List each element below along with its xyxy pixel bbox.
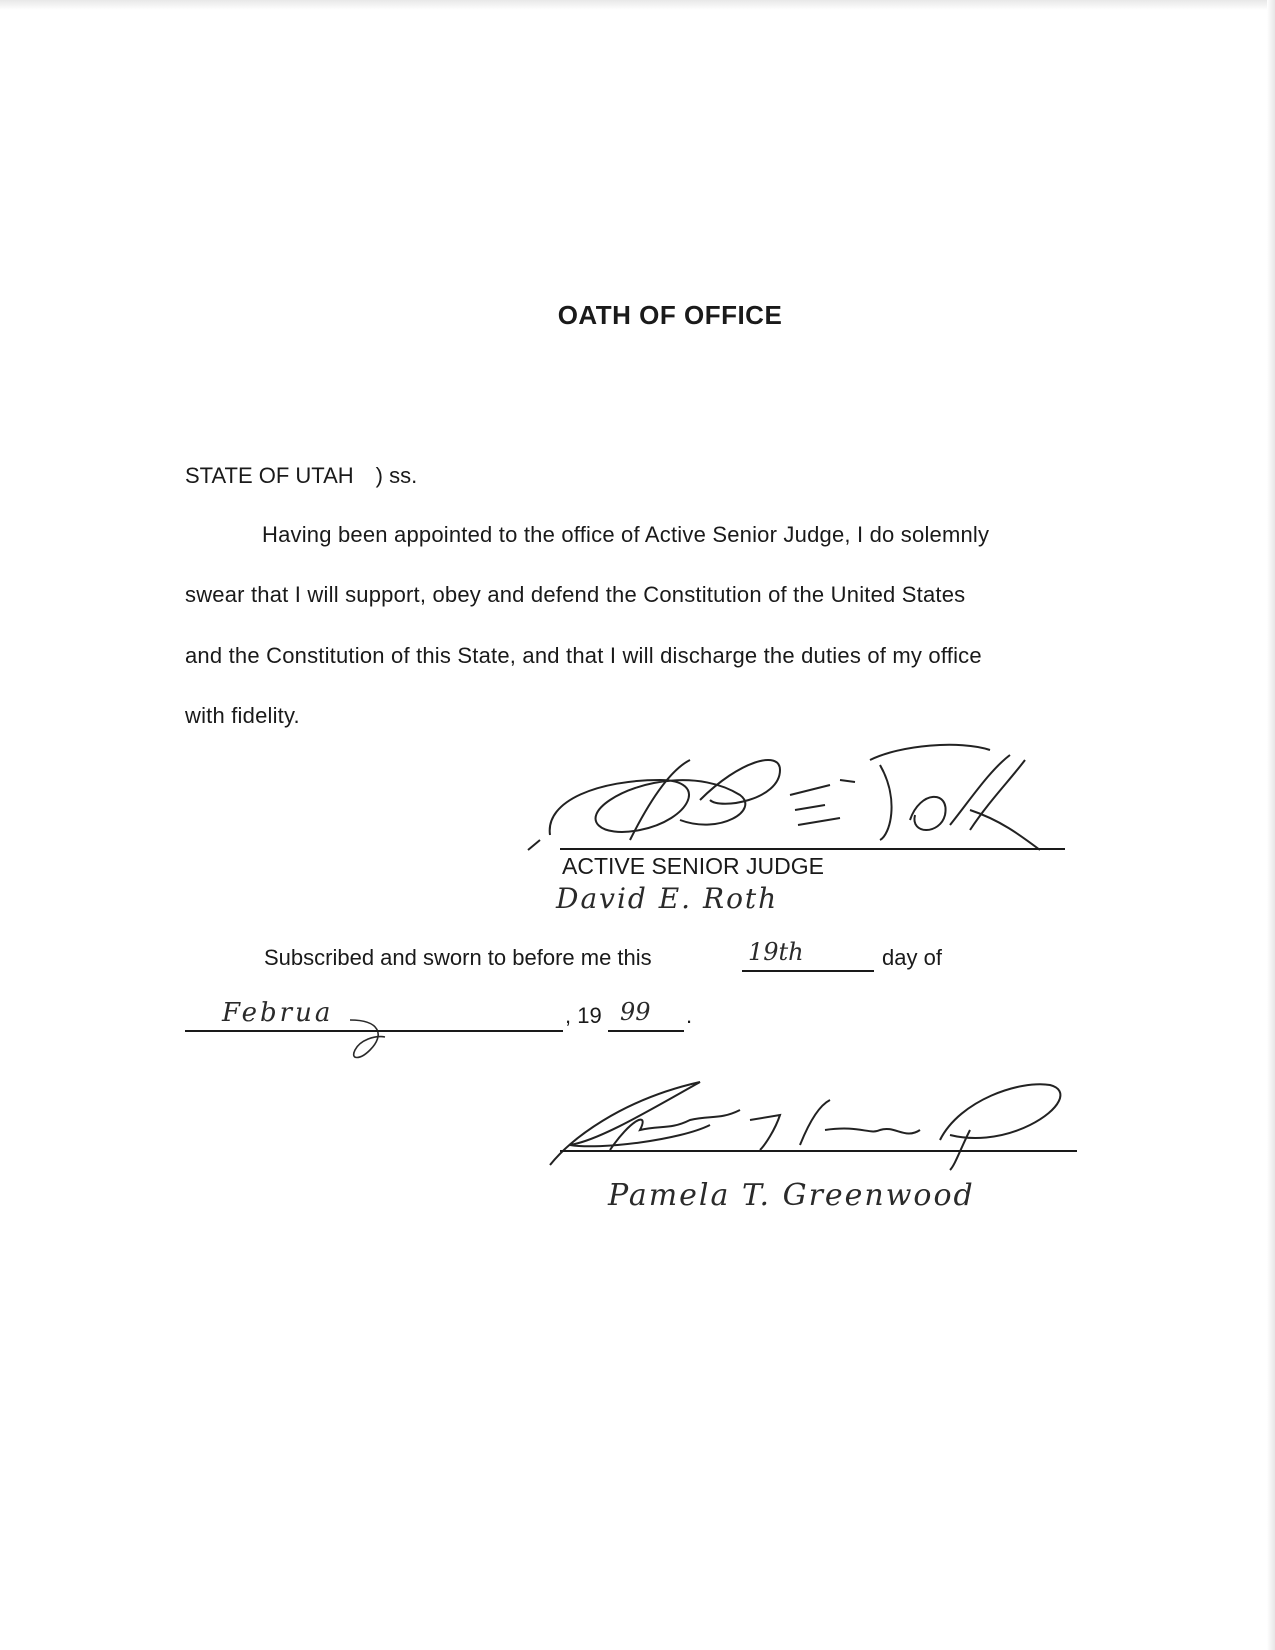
judge-signature-label: ACTIVE SENIOR JUDGE [562, 853, 824, 879]
month-blank-line [185, 1030, 563, 1032]
notary-signature-line [560, 1150, 1077, 1152]
year-value: 99 [620, 998, 651, 1026]
month-value: Februa [222, 998, 334, 1028]
venue-state: STATE OF UTAH [185, 463, 354, 488]
judge-signature [540, 740, 1080, 860]
notary-printed-name: Pamela T. Greenwood [608, 1178, 975, 1213]
venue-line [185, 463, 417, 489]
judge-printed-name: David E. Roth [556, 882, 779, 915]
oath-text-line-3: and the Constitution of this State, and that I will discharge the duties of my office [185, 643, 982, 668]
month-flourish [340, 1015, 400, 1065]
day-value: 19th [748, 938, 804, 966]
oath-text-line-4: with fidelity. [185, 703, 300, 728]
document-title: OATH OF OFFICE [557, 300, 783, 330]
year-blank-line [608, 1030, 684, 1032]
year-period: . [686, 1003, 693, 1028]
oath-text-line-1: Having been appointed to the office of Active Senior Judge, I do solemnly [262, 522, 990, 547]
day-of-text: day of [882, 945, 942, 970]
judge-signature-line [560, 848, 1065, 850]
year-prefix: , 19 [565, 1003, 602, 1028]
notary-signature [540, 1070, 1100, 1170]
day-blank-line [742, 970, 874, 972]
venue-ss: ) ss. [375, 463, 418, 488]
oath-text-line-2: swear that I will support, obey and defend the Constitution of the United States [185, 582, 966, 607]
subscribed-text: Subscribed and sworn to before me this [264, 945, 652, 970]
scan-edge-right [1267, 0, 1275, 1650]
scan-edge-top [0, 0, 1275, 10]
